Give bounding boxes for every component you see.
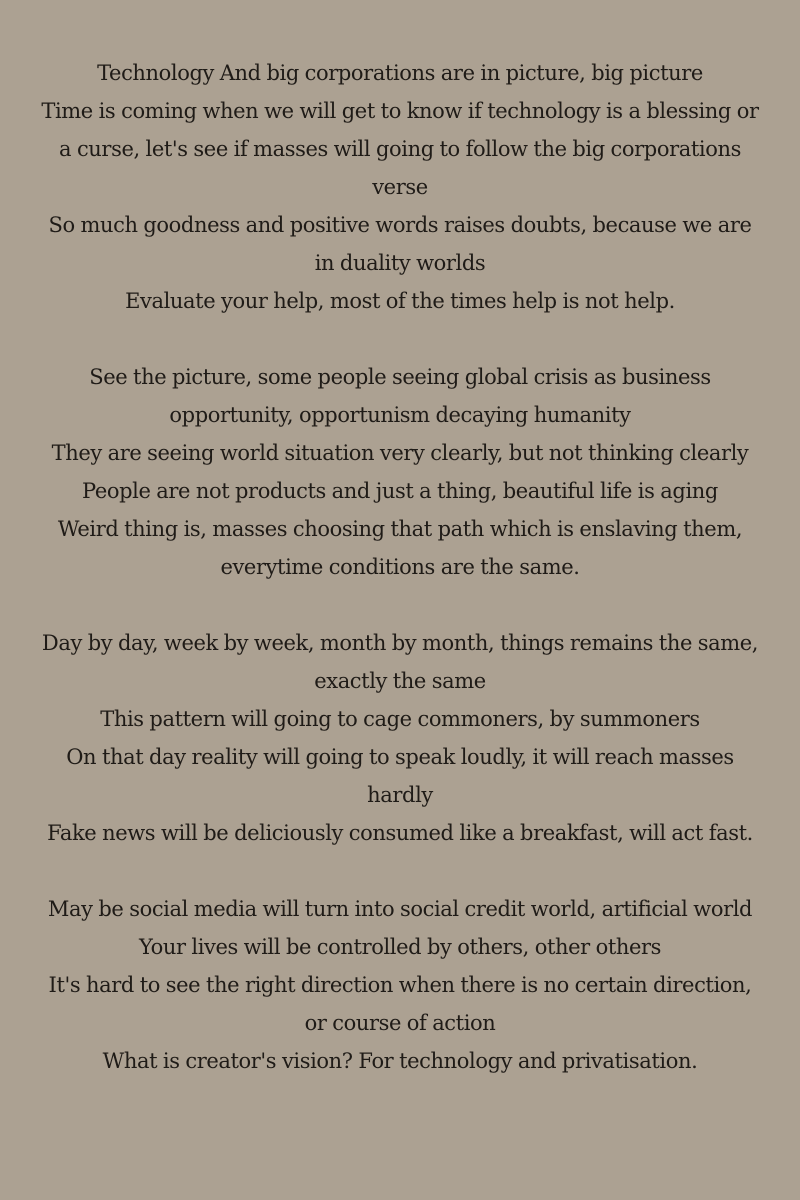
poem-line: They are seeing world situation very clearly, but not thinking clearly (51, 441, 749, 465)
poem-line: People are not products and just a thing, beautiful life is aging (82, 479, 718, 503)
stanza-1 (0, 54, 800, 320)
poem-line: Evaluate your help, most of the times help is not help. (125, 289, 675, 313)
poem-line: Day by day, week by week, month by month, things remains the same, exactly the same (41, 631, 759, 693)
stanza-4 (0, 890, 800, 1080)
stanza-3 (0, 624, 800, 852)
poem-line: Fake news will be deliciously consumed like a breakfast, will act fast. (47, 821, 753, 845)
stanza-2 (0, 358, 800, 586)
poem-line: Technology And big corporations are in picture, big picture (97, 61, 703, 85)
poem-line: May be social media will turn into social credit world, artificial world (47, 897, 753, 921)
poem-line: Time is coming when we will get to know if technology is a blessing or a curse, let's see if masses will going to follow the big corporations verse (41, 99, 759, 199)
poem-line: Weird thing is, masses choosing that path which is enslaving them, everytime conditions are the same. (57, 517, 743, 579)
poem-line: See the picture, some people seeing global crisis as business opportunity, opportunism decaying humanity (89, 365, 711, 427)
poem-line: On that day reality will going to speak loudly, it will reach masses hardly (66, 745, 734, 807)
poem-line: So much goodness and positive words raises doubts, because we are in duality worlds (48, 213, 752, 275)
poem-line: Your lives will be controlled by others, other others (138, 935, 662, 959)
poem-line: What is creator's vision? For technology and privatisation. (102, 1049, 698, 1073)
poem-line: It's hard to see the right direction when there is no certain direction, or course of action (48, 973, 752, 1035)
poem-line: This pattern will going to cage commoners, by summoners (100, 707, 700, 731)
